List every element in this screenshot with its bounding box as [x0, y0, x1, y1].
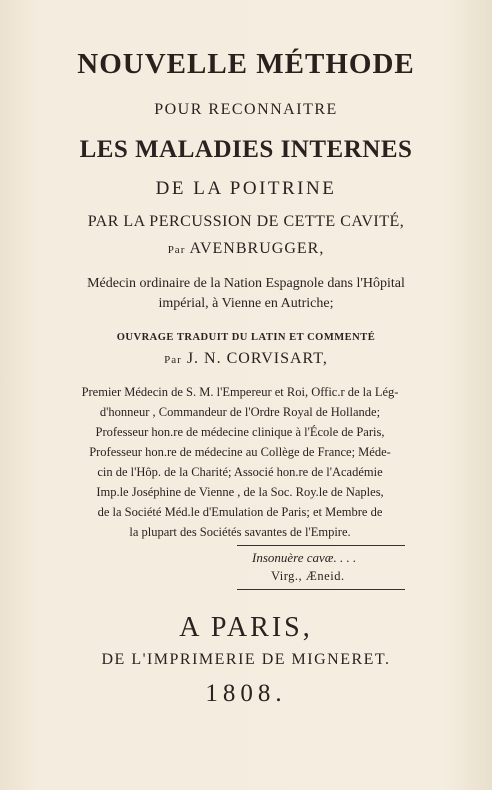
- subtitle-line-2: LES MALADIES INTERNES: [79, 136, 413, 163]
- translator-desc-line: Premier Médecin de S. M. l'Empereur et Roi, Offic.r de la Lég-: [81, 385, 399, 399]
- author-desc-line-1: Médecin ordinaire de la Nation Espagnole dans l'Hôpital: [87, 276, 405, 291]
- imprint-year: 1808.: [205, 680, 287, 707]
- imprint-publisher: DE L'IMPRIMERIE DE MIGNERET.: [101, 651, 391, 668]
- imprint-place: A PARIS,: [179, 612, 313, 643]
- translator-prefix: Par: [164, 354, 182, 366]
- author-line: [0, 240, 492, 258]
- translator-desc-line: Imp.le Joséphine de Vienne , de la Soc. Roy.le de Naples,: [96, 485, 384, 499]
- translator-desc-line: la plupart des Sociétés savantes de l'Empire.: [129, 525, 351, 539]
- translator-name: J. N. CORVISART,: [186, 350, 328, 367]
- book-title: NOUVELLE MÉTHODE: [77, 48, 415, 80]
- translator-desc-line: de la Société Méd.le d'Emulation de Paris; et Membre de: [97, 505, 383, 519]
- subtitle-line-3: DE LA POITRINE: [155, 178, 337, 199]
- translator-desc-line: d'honneur , Commandeur de l'Ordre Royal de Hollande;: [99, 405, 381, 419]
- translator-desc-line: Professeur hon.re de médecine clinique à l'École de Paris,: [95, 425, 385, 439]
- author-prefix: Par: [167, 244, 186, 256]
- epigraph-source: Virg., Æneid.: [271, 569, 345, 583]
- epigraph-quote: Insonuère cavæ. . . .: [252, 550, 357, 565]
- translator-desc-line: Professeur hon.re de médecine au Collège de France; Méde-: [89, 445, 391, 459]
- subtitle-line-4: PAR LA PERCUSSION DE CETTE CAVITÉ,: [87, 213, 405, 230]
- translator-line: [0, 350, 492, 368]
- translator-description: [60, 382, 420, 542]
- epigraph-bottom-rule: [237, 589, 405, 590]
- translation-note: OUVRAGE TRADUIT DU LATIN ET COMMENTÉ: [116, 332, 376, 343]
- subtitle-line-1: POUR RECONNAITRE: [154, 101, 338, 118]
- epigraph-top-rule: [237, 545, 405, 546]
- translator-desc-line: cin de l'Hôp. de la Charité; Associé hon.re de l'Académie: [97, 465, 383, 479]
- author-name: AVENBRUGGER,: [189, 240, 325, 257]
- author-desc-line-2: impérial, à Vienne en Autriche;: [158, 296, 334, 311]
- author-description: [0, 274, 492, 314]
